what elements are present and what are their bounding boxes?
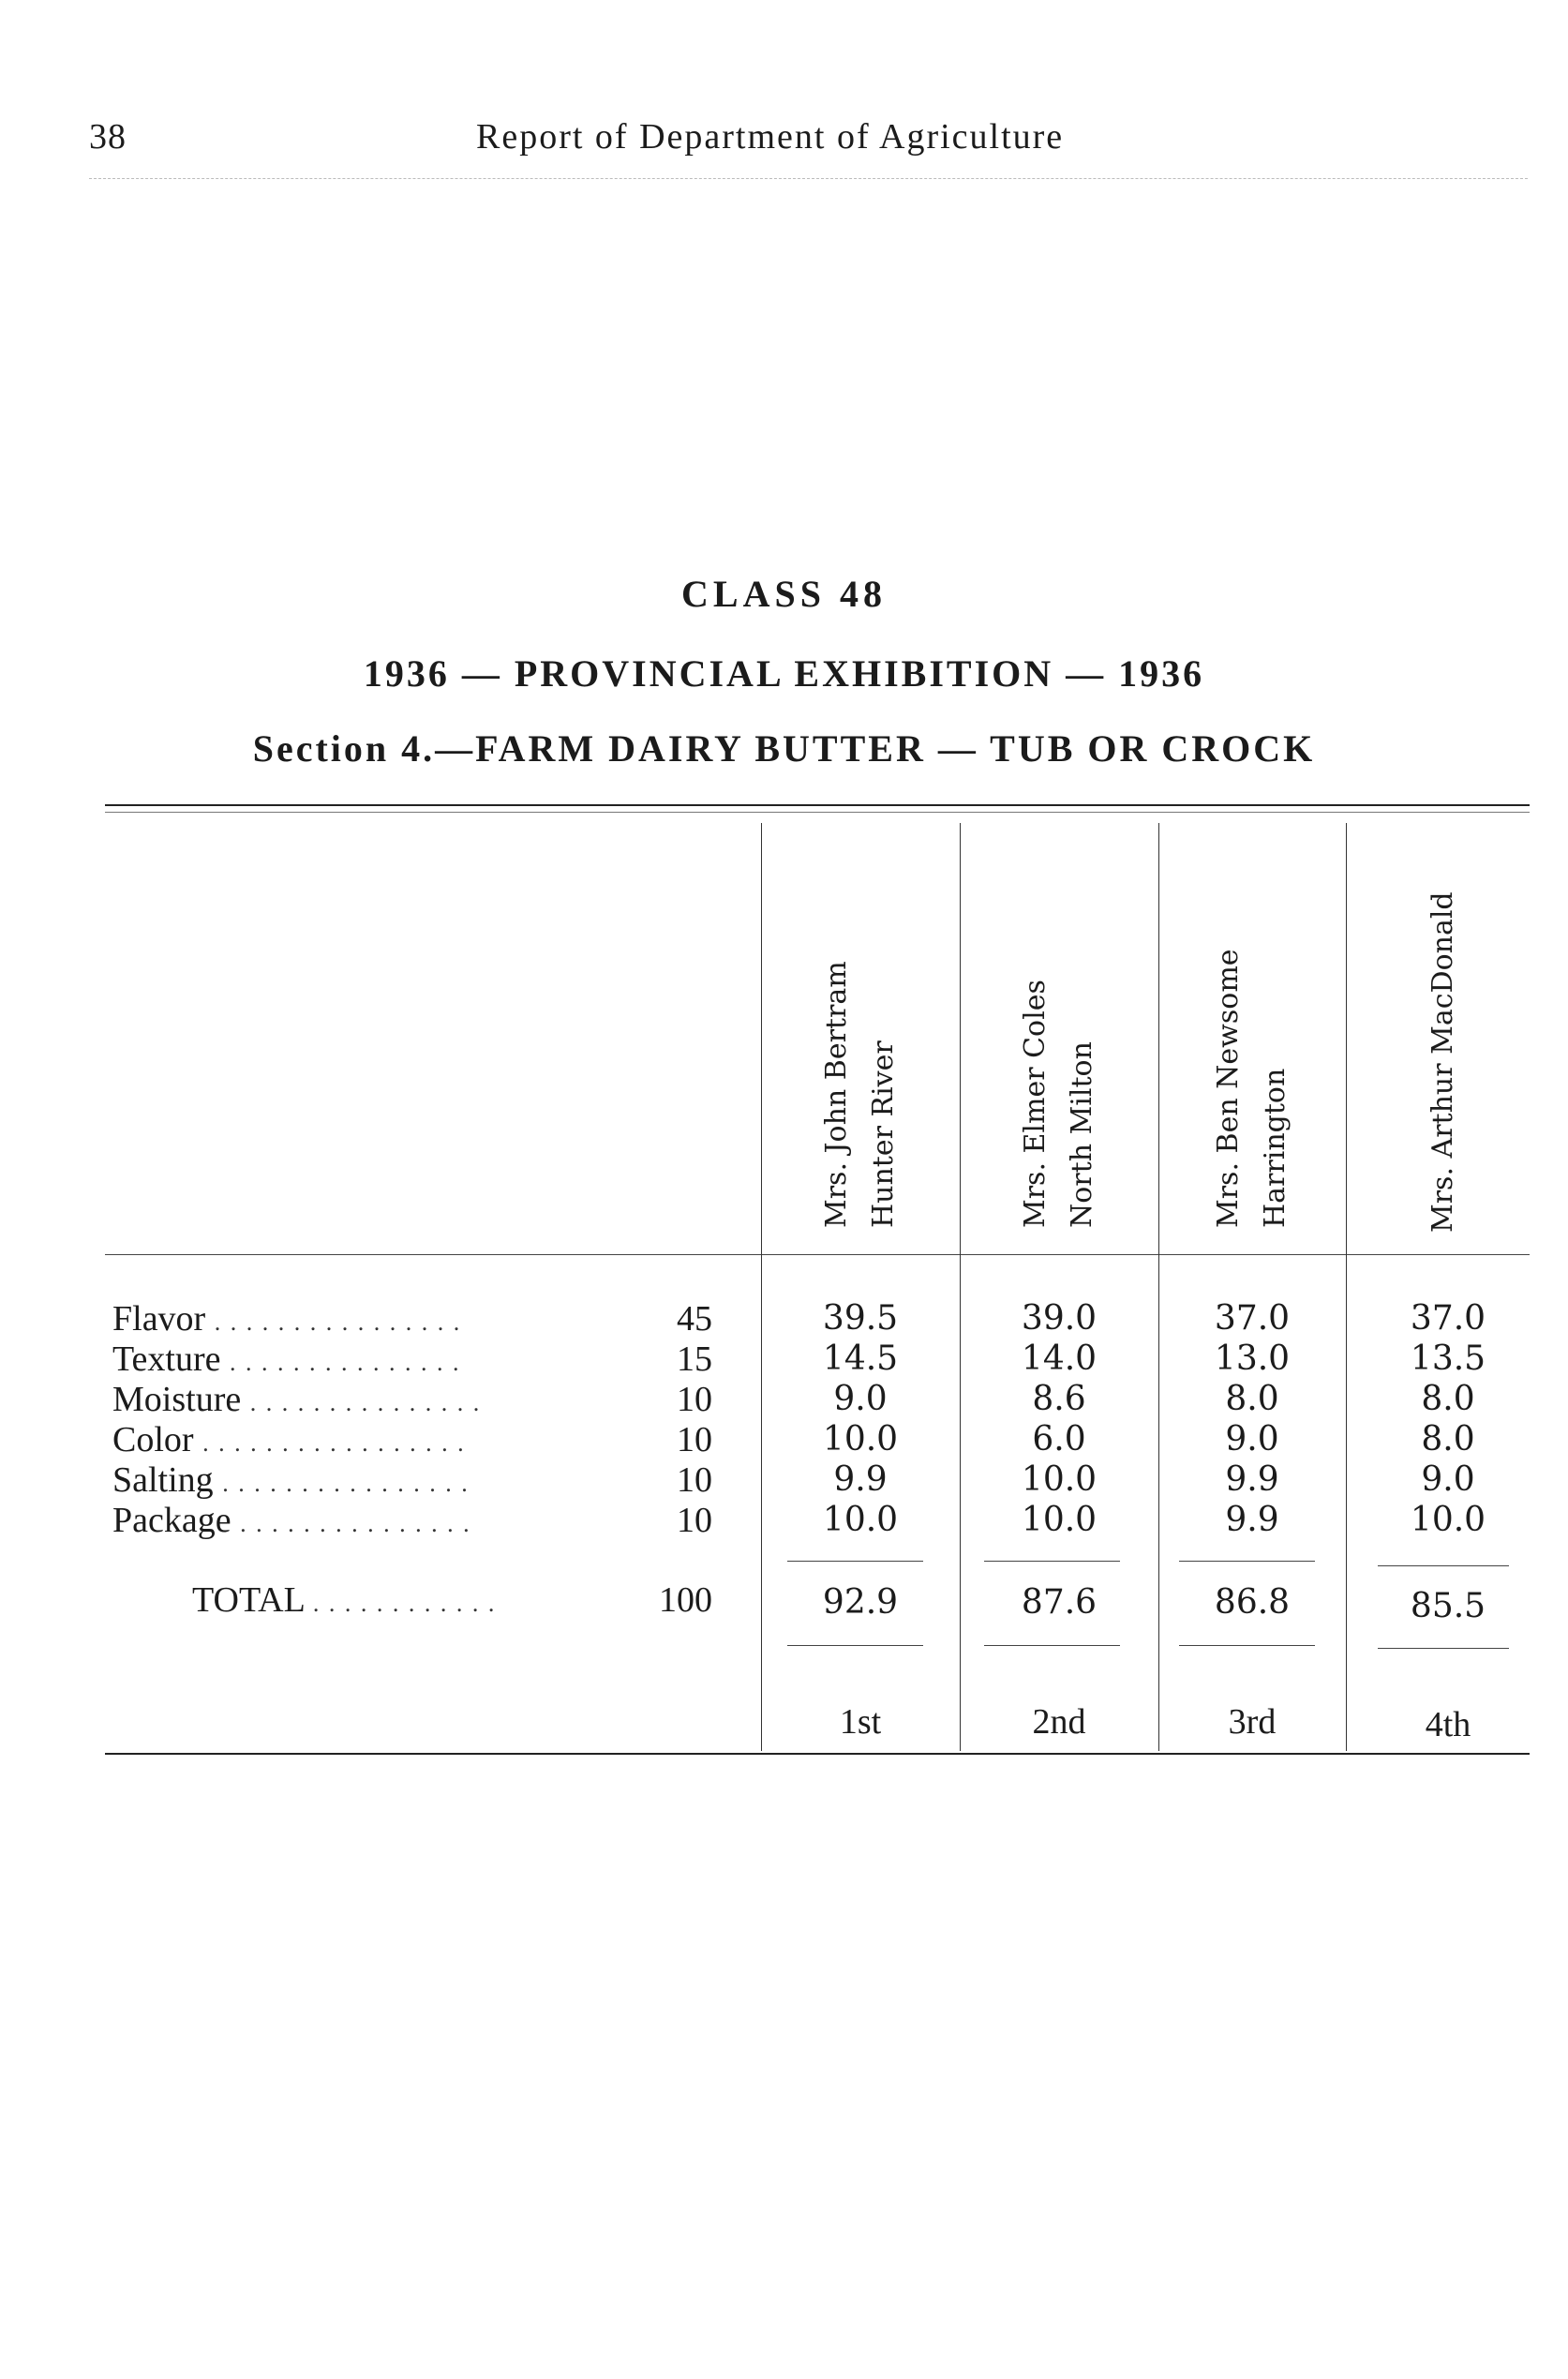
total-max: 100 xyxy=(659,1580,712,1620)
exhibitor-location: North Milton xyxy=(1066,1041,1098,1228)
column-rule-1 xyxy=(761,823,762,1751)
exhibitor-name: Mrs. John Bertram xyxy=(820,961,853,1228)
placing-cell: 2nd xyxy=(1032,1702,1086,1742)
total-label: TOTAL xyxy=(192,1580,305,1620)
total-rule xyxy=(984,1645,1120,1646)
sum-rule xyxy=(787,1561,923,1562)
total-score: 92.9 xyxy=(822,1583,899,1622)
section-title: Section 4.—FARM DAIRY BUTTER — TUB OR CROCK xyxy=(252,727,1316,770)
total-score: 87.6 xyxy=(1021,1583,1098,1622)
score-cell: 9.0 xyxy=(1421,1460,1475,1499)
criterion-label: Color xyxy=(112,1420,194,1459)
criterion-label: Salting xyxy=(112,1460,214,1500)
sum-rule xyxy=(1179,1561,1315,1562)
score-cell: 10.0 xyxy=(822,1420,899,1459)
score-cell: 13.0 xyxy=(1214,1339,1291,1378)
table-top-rule-thin xyxy=(105,812,1530,813)
criterion-max: 10 xyxy=(677,1380,712,1419)
criterion-max: 10 xyxy=(677,1460,712,1500)
score-cell: 10.0 xyxy=(1021,1460,1098,1499)
exhibitor-header-3 xyxy=(1196,928,1308,1228)
total-rule xyxy=(1179,1645,1315,1646)
leader-dots: . . . . . . . . . . . . . . . xyxy=(230,1349,461,1376)
leader-dots: . . . . . . . . . . . . . . . . xyxy=(214,1309,462,1336)
header-rule xyxy=(89,178,1528,179)
score-cell: 8.6 xyxy=(1032,1380,1086,1418)
score-cell: 10.0 xyxy=(1410,1501,1486,1539)
leader-dots: . . . . . . . . . . . . . . . . . xyxy=(202,1429,466,1457)
leader-dots: . . . . . . . . . . . . . . . xyxy=(240,1510,471,1537)
sum-rule xyxy=(1378,1565,1509,1566)
score-cell: 14.5 xyxy=(822,1339,899,1378)
class-title: CLASS 48 xyxy=(681,573,887,615)
criterion-label: Flavor xyxy=(112,1299,206,1339)
exhibition-title: 1936 — PROVINCIAL EXHIBITION — 1936 xyxy=(363,652,1205,695)
score-cell: 39.5 xyxy=(822,1299,899,1338)
table-top-rule xyxy=(105,804,1530,806)
criterion-max: 45 xyxy=(677,1299,712,1339)
exhibitor-location: Harrington xyxy=(1259,1068,1292,1228)
running-title: Report of Department of Agriculture xyxy=(476,117,1065,157)
score-cell: 10.0 xyxy=(1021,1501,1098,1539)
total-score: 86.8 xyxy=(1214,1583,1291,1622)
score-cell: 9.9 xyxy=(1225,1501,1279,1539)
score-cell: 8.0 xyxy=(1225,1380,1279,1418)
table-bottom-rule xyxy=(105,1753,1530,1755)
criterion-label: Moisture xyxy=(112,1380,242,1419)
total-score: 85.5 xyxy=(1410,1587,1486,1625)
page-number: 38 xyxy=(89,117,127,157)
leader-dots: . . . . . . . . . . . . . . . xyxy=(249,1389,482,1416)
exhibitor-name: Mrs. Arthur MacDonald xyxy=(1426,891,1459,1233)
score-cell: 9.9 xyxy=(833,1460,888,1499)
exhibitor-location: Hunter River xyxy=(867,1040,900,1228)
score-cell: 37.0 xyxy=(1410,1299,1486,1338)
total-rule xyxy=(787,1645,923,1646)
leader-dots: . . . . . . . . . . . . . . . . xyxy=(222,1470,470,1497)
criterion-max: 15 xyxy=(677,1339,712,1379)
score-cell: 10.0 xyxy=(822,1501,899,1539)
score-cell: 8.0 xyxy=(1421,1380,1475,1418)
column-rule-4 xyxy=(1346,823,1347,1751)
placing-cell: 1st xyxy=(839,1702,882,1742)
total-rule xyxy=(1378,1648,1509,1649)
score-cell: 37.0 xyxy=(1214,1299,1291,1338)
placing-cell: 4th xyxy=(1425,1705,1471,1744)
exhibitor-name: Mrs. Ben Newsome xyxy=(1212,949,1245,1228)
score-cell: 13.5 xyxy=(1410,1339,1486,1378)
score-cell: 14.0 xyxy=(1021,1339,1098,1378)
header-bottom-rule xyxy=(105,1254,1530,1255)
criterion-label: Texture xyxy=(112,1339,221,1379)
score-cell: 8.0 xyxy=(1421,1420,1475,1459)
exhibitor-header-2 xyxy=(1003,928,1115,1228)
score-cell: 39.0 xyxy=(1021,1299,1098,1338)
criterion-max: 10 xyxy=(677,1420,712,1459)
column-rule-2 xyxy=(960,823,961,1751)
exhibitor-header-1 xyxy=(804,928,917,1228)
score-cell: 9.9 xyxy=(1225,1460,1279,1499)
criterion-max: 10 xyxy=(677,1501,712,1540)
exhibitor-name: Mrs. Elmer Coles xyxy=(1019,980,1052,1228)
sum-rule xyxy=(984,1561,1120,1562)
exhibitor-header-4 xyxy=(1387,876,1500,1233)
criterion-label: Package xyxy=(112,1501,231,1540)
score-cell: 9.0 xyxy=(833,1380,888,1418)
placing-cell: 3rd xyxy=(1228,1702,1277,1742)
score-cell: 9.0 xyxy=(1225,1420,1279,1459)
leader-dots: . . . . . . . . . . . . xyxy=(312,1590,497,1617)
score-cell: 6.0 xyxy=(1032,1420,1086,1459)
